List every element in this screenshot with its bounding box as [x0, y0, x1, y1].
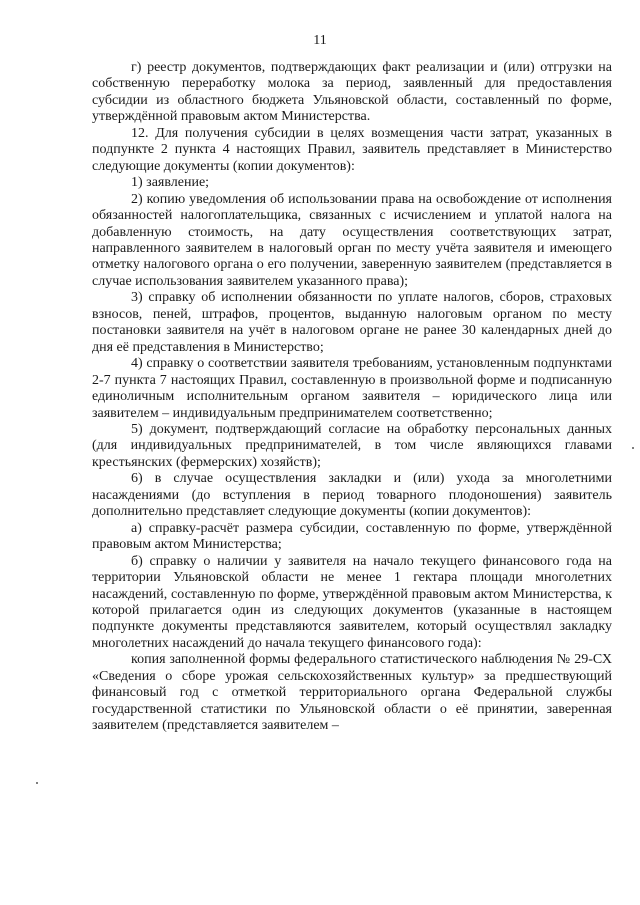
paragraph-point-12: 12. Для получения субсидии в целях возмещения части затрат, указанных в подпункте 2 пункта 4 настоящих Правил, заявитель представляет в Министерство следующие документы (копии документов): — [92, 125, 612, 174]
paragraph-item-5: 5) документ, подтверждающий согласие на обработку персональных данных (для индивидуальных предпринимателей, в том числе являющихся главами крестьянских (фермерских) хозяйств); — [92, 421, 612, 470]
paragraph-item-1: 1) заявление; — [131, 175, 210, 191]
paragraph-item-g: г) реестр документов, подтверждающих факт реализации и (или) отгрузки на собственную переработку молока за период, заявленный для предоставления субсидии из областного бюджета Ульяновской области, составленный по форме, утверждённой правовым актом Министерства. — [92, 60, 612, 125]
document-body — [92, 60, 612, 735]
paragraph-subitem-b: б) справку о наличии у заявителя на начало текущего финансового года на территории Ульяновской области не менее 1 гектара площади многолетних насаждений, составленную по форме, утверждённой правовым актом Министерства, к которой прилагается один из следующих документов (указанные в настоящем подпункте документы представляются заявителем, который осуществлял закладку многолетних насаждений до начала текущего финансового года): — [92, 553, 612, 651]
paragraph-item-6: 6) в случае осуществления закладки и (или) ухода за многолетними насаждениями (до вступления в период товарного плодоношения) заявитель дополнительно представляет следующие документы (копии документов): — [92, 471, 612, 520]
paragraph-item-4: 4) справку о соответствии заявителя требованиям, установленным подпунктами 2-7 пункта 7 настоящих Правил, составленную в произвольной форме и подписанную единоличным исполнительным органом заявителя – юридического лица или заявителем – индивидуальным предпринимателем соответственно; — [92, 356, 612, 421]
scan-speck — [632, 447, 634, 449]
scan-speck — [36, 782, 38, 784]
paragraph-subitem-a: а) справку-расчёт размера субсидии, составленную по форме, утверждённой правовым актом Министерства; — [92, 520, 612, 553]
paragraph-statistical-form-copy: копия заполненной формы федерального статистического наблюдения № 29-СХ «Сведения о сборе урожая сельскохозяйственных культур» за предшествующий финансовый год с отметкой территориального органа Федеральной службы государственной статистики по Ульяновской области о её принятии, заверенная заявителем (представляется заявителем – — [92, 652, 612, 734]
paragraph-item-3: 3) справку об исполнении обязанности по уплате налогов, сборов, страховых взносов, пеней, штрафов, процентов, выданную налоговым органом по месту постановки заявителя на учёт в налоговом органе не ранее 30 календарных дней до дня её представления в Министерство; — [92, 290, 612, 355]
paragraph-item-2: 2) копию уведомления об использовании права на освобождение от исполнения обязанностей налогоплательщика, связанных с исчислением и уплатой налога на добавленную стоимость, на дату осуществления соответствующих затрат, направленного заявителем в налоговый орган по месту учёта заявителя и имеющего отметку налогового органа о его получении, заверенную заявителем (представляется в случае использования заявителем указанного права); — [92, 191, 612, 289]
page-number: 11 — [313, 33, 327, 48]
